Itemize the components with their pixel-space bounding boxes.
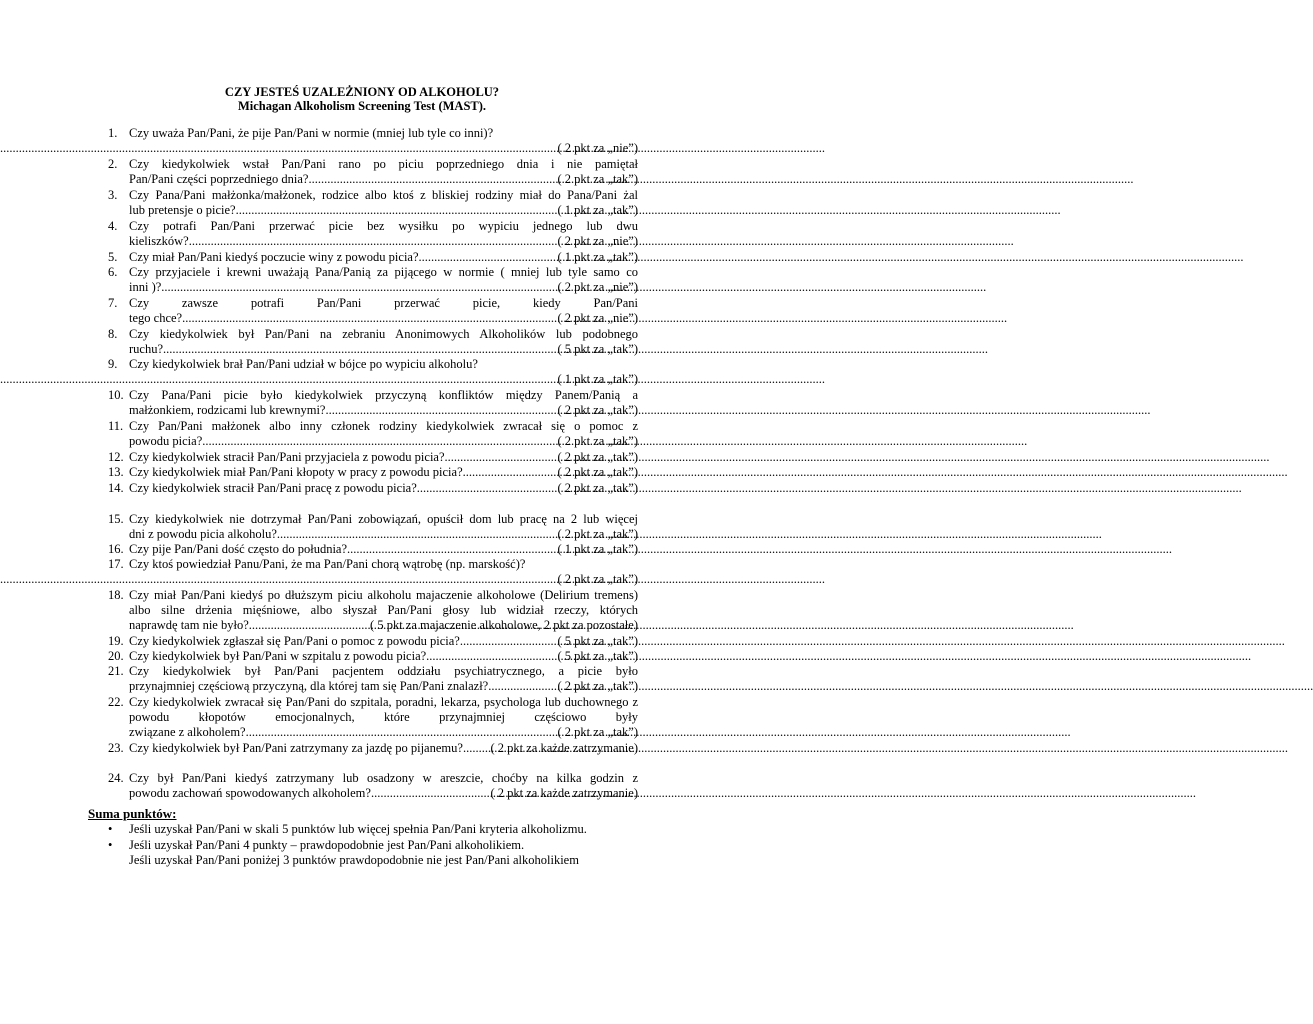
question-item [108,157,638,187]
dot-leader [161,280,557,295]
points-line [129,725,638,740]
question-text-tail: powodu zachowań spowodowanych alkoholem? [129,786,371,801]
question-item [108,188,638,218]
question-number: 18. [108,588,124,602]
question-item [108,741,638,756]
dot-leader [182,311,557,326]
question-text-tail: przynajmniej częściową przyczyną, dla której tam się Pan/Pani znalazł? [129,679,489,694]
question-item [108,588,638,634]
question-number: 17. [108,557,124,571]
question-number: 7. [108,296,118,310]
question-text: Czy miał Pan/Pani kiedyś po dłuższym piciu alkoholu majaczenie alkoholowe (Delirium tremens) albo silne drżenia mięśniowe, albo słyszał Pan/Pani głosy lub widział rzeczy, których [129,588,638,618]
question-item [108,265,638,295]
question-text: Czy był Pan/Pani kiedyś zatrzymany lub osadzony w areszcie, choćby na kilka godzin z [129,771,638,785]
question-item [108,327,638,357]
question-text: Czy kiedykolwiek wstał Pan/Pani rano po piciu poprzedniego dnia i nie pamiętał [129,157,638,171]
question-text: Czy Pana/Pani picie było kiedykolwiek przyczyną konfliktów między Panem/Panią a [129,388,638,402]
points-line [129,172,638,187]
dot-leader [460,634,558,649]
question-text-tail: Czy pije Pan/Pani dość często do południa? [129,542,348,556]
question-number: 4. [108,219,118,233]
question-number: 16. [108,542,124,556]
question-text: Czy ktoś powiedział Panu/Pani, że ma Pan/Pani chorą wątrobę (np. marskość)? [129,557,526,571]
question-item [108,357,638,387]
question-text-tail: Pan/Pani części poprzedniego dnia? [129,172,309,187]
document-title: CZY JESTEŚ UZALEŻNIONY OD ALKOHOLU? [224,85,500,99]
points-value: ( 2 pkt za „nie”) [557,311,638,326]
question-text: Czy zawsze potrafi Pan/Pani przerwać picie, kiedy Pan/Pani [129,296,638,310]
points-value: ( 2 pkt za „tak”) [557,434,638,449]
question-text: Czy Pan/Pani małżonek albo inny członek rodziny kiedykolwiek zwracał się o pomoc z [129,419,638,433]
question-item [108,664,638,694]
bullet-text: Jeśli uzyskał Pan/Pani 4 punkty – prawdopodobnie jest Pan/Pani alkoholikiem. [129,838,525,852]
dot-leader [445,450,558,465]
dot-leader [246,725,558,740]
question-item [108,649,638,664]
question-text-tail: związane z alkoholem? [129,725,246,740]
points-line [0,372,638,387]
question-item [108,542,638,557]
question-text-tail: Czy kiedykolwiek był Pan/Pani zatrzymany za jazdę po pijanemu? [129,741,463,755]
points-line [129,203,638,218]
dot-leader [189,234,558,249]
dot-leader [236,203,558,218]
dot-leader [347,542,557,557]
points-line [129,527,638,542]
dot-leader [0,572,557,587]
dot-leader [0,141,557,156]
points-value: ( 1 pkt za „tak”) [557,250,638,264]
document-subtitle: Michagan Alkoholism Screening Test (MAST). [237,99,487,113]
question-text-tail: małżonkiem, rodzicami lub krewnymi? [129,403,326,418]
points-value: ( 2 pkt za „tak”) [557,527,638,542]
question-item [108,419,638,449]
question-text-tail: naprawdę tam nie było? [129,618,249,633]
question-item [108,296,638,326]
dot-leader [202,434,557,449]
question-text-tail: Czy kiedykolwiek był Pan/Pani w szpitalu z powodu picia? [129,649,427,663]
question-item [108,481,638,496]
points-line [129,634,638,649]
dot-leader [249,618,370,633]
question-text-tail: Czy kiedykolwiek stracił Pan/Pani przyjaciela z powodu picia? [129,450,445,464]
question-number: 19. [108,634,124,648]
question-item [108,771,638,801]
points-value: ( 2 pkt za „tak”) [557,725,638,740]
points-line [0,572,638,587]
question-text-tail: kieliszków? [129,234,189,249]
result-note-text: Jeśli uzyskał Pan/Pani poniżej 3 punktów prawdopodobnie nie jest Pan/Pani alkoholikiem [129,853,579,867]
question-item [108,388,638,418]
points-line [129,465,638,480]
score-sum-label: Suma punktów: [88,806,177,821]
points-value: ( 2 pkt za „tak”) [557,465,638,479]
points-value: ( 5 pkt za majaczenie alkoholowe, 2 pkt za pozostałe) [370,618,638,633]
points-value: ( 1 pkt za „tak”) [557,372,638,387]
question-text-tail: Czy kiedykolwiek stracił Pan/Pani pracę z powodu picia? [129,481,417,495]
points-line [129,434,638,449]
dot-leader [308,172,557,187]
question-number: 20. [108,649,124,663]
points-line [0,141,638,156]
question-number: 15. [108,512,124,526]
points-value: ( 1 pkt za „tak”) [557,542,638,556]
points-value: ( 2 pkt za „nie”) [557,234,638,249]
question-text-tail: Czy miał Pan/Pani kiedyś poczucie winy z powodu picia? [129,250,419,264]
points-line [129,342,638,357]
dot-leader [488,679,557,694]
points-value: ( 2 pkt za „tak”) [557,481,638,495]
question-text: Czy przyjaciele i krewni uważają Pana/Panią za pijącego w normie ( mniej lub tyle samo co [129,265,638,279]
points-line [129,250,638,265]
points-value: ( 5 pkt za „tak”) [557,649,638,663]
question-number: 21. [108,664,124,678]
dot-leader [426,649,557,664]
points-line [129,618,638,633]
question-number: 6. [108,265,118,279]
question-number: 9. [108,357,118,371]
result-note [108,853,579,868]
dot-leader [417,481,558,496]
question-number: 11. [108,419,124,433]
question-item [108,450,638,465]
points-value: ( 2 pkt za „nie”) [557,280,638,295]
points-line [129,280,638,295]
question-number: 24. [108,771,124,785]
points-value: ( 2 pkt za każde zatrzymanie) [490,741,638,755]
points-line [129,234,638,249]
question-text-tail: tego chce? [129,311,183,326]
question-text: Czy uważa Pan/Pani, że pije Pan/Pani w normie (mniej lub tyle co inni)? [129,126,494,140]
points-value: ( 2 pkt za „tak”) [557,572,638,587]
question-number: 1. [108,126,118,140]
question-item [108,512,638,542]
question-item [108,634,638,649]
bullet-icon: • [108,822,113,836]
question-item [108,126,638,156]
question-text: Czy Pana/Pani małżonka/małżonek, rodzice albo ktoś z bliskiej rodziny miał do Pana/Pani żal [129,188,638,202]
question-text: Czy kiedykolwiek zwracał się Pan/Pani do szpitala, poradni, lekarza, psychologa lub duchownego z powodu kłopotów emocjonalnych, które przynajmniej częściowo były [129,695,638,725]
points-line [129,741,638,756]
points-value: ( 5 pkt za „tak”) [557,342,638,357]
points-line [129,450,638,465]
points-value: ( 2 pkt za każde zatrzymanie) [490,786,638,801]
points-line [129,786,638,801]
question-number: 10. [108,388,124,402]
points-value: ( 2 pkt za „tak”) [557,679,638,694]
bullet-icon: • [108,838,113,852]
points-value: ( 2 pkt za „tak”) [557,450,638,464]
dot-leader [325,403,557,418]
result-bullet-2 [108,838,524,853]
question-number: 12. [108,450,124,464]
points-line [129,649,638,664]
points-value: ( 2 pkt za „nie”) [557,141,638,156]
dot-leader [419,250,558,265]
question-number: 5. [108,250,118,264]
question-text: Czy potrafi Pan/Pani przerwać picie bez wysiłku po wypiciu jednego lub dwu [129,219,638,233]
points-value: ( 5 pkt za „tak”) [557,634,638,648]
question-number: 22. [108,695,124,709]
question-text: Czy kiedykolwiek był Pan/Pani na zebraniu Anonimowych Alkoholików lub podobnego [129,327,638,341]
points-line [129,481,638,496]
points-line [129,403,638,418]
question-text: Czy kiedykolwiek nie dotrzymał Pan/Pani zobowiązań, opuścił dom lub pracę na 2 lub więcej [129,512,638,526]
question-item [108,557,638,587]
question-number: 8. [108,327,118,341]
question-text-tail: Czy kiedykolwiek zgłaszał się Pan/Pani o pomoc z powodu picia? [129,634,460,648]
question-item [108,695,638,741]
points-line [129,679,638,694]
points-value: ( 2 pkt za „tak”) [557,403,638,418]
question-text-tail: dni z powodu picia alkoholu? [129,527,277,542]
question-text-tail: powodu picia? [129,434,203,449]
result-bullet-1 [108,822,587,837]
dot-leader [163,342,557,357]
points-value: ( 2 pkt za „tak”) [557,172,638,187]
question-text-tail: lub pretensje o picie? [129,203,236,218]
question-number: 13. [108,465,124,479]
points-line [129,542,638,557]
question-text-tail: Czy kiedykolwiek miał Pan/Pani kłopoty w pracy z powodu picia? [129,465,463,479]
question-number: 2. [108,157,118,171]
question-item [108,465,638,480]
question-number: 3. [108,188,118,202]
points-line [129,311,638,326]
points-value: ( 1 pkt za „tak”) [557,203,638,218]
question-text: Czy kiedykolwiek brał Pan/Pani udział w bójce po wypiciu alkoholu? [129,357,478,371]
question-item [108,219,638,249]
question-text: Czy kiedykolwiek był Pan/Pani pacjentem oddziału psychiatrycznego, a picie było [129,664,638,678]
question-item [108,250,638,265]
dot-leader [463,465,558,480]
question-number: 14. [108,481,124,495]
question-text-tail: ruchu? [129,342,164,357]
question-text-tail: inni )? [129,280,162,295]
dot-leader [0,372,557,387]
dot-leader [277,527,558,542]
dot-leader [463,741,491,756]
dot-leader [371,786,491,801]
question-number: 23. [108,741,124,755]
bullet-text: Jeśli uzyskał Pan/Pani w skali 5 punktów lub więcej spełnia Pan/Pani kryteria alkoholizmu. [129,822,587,836]
